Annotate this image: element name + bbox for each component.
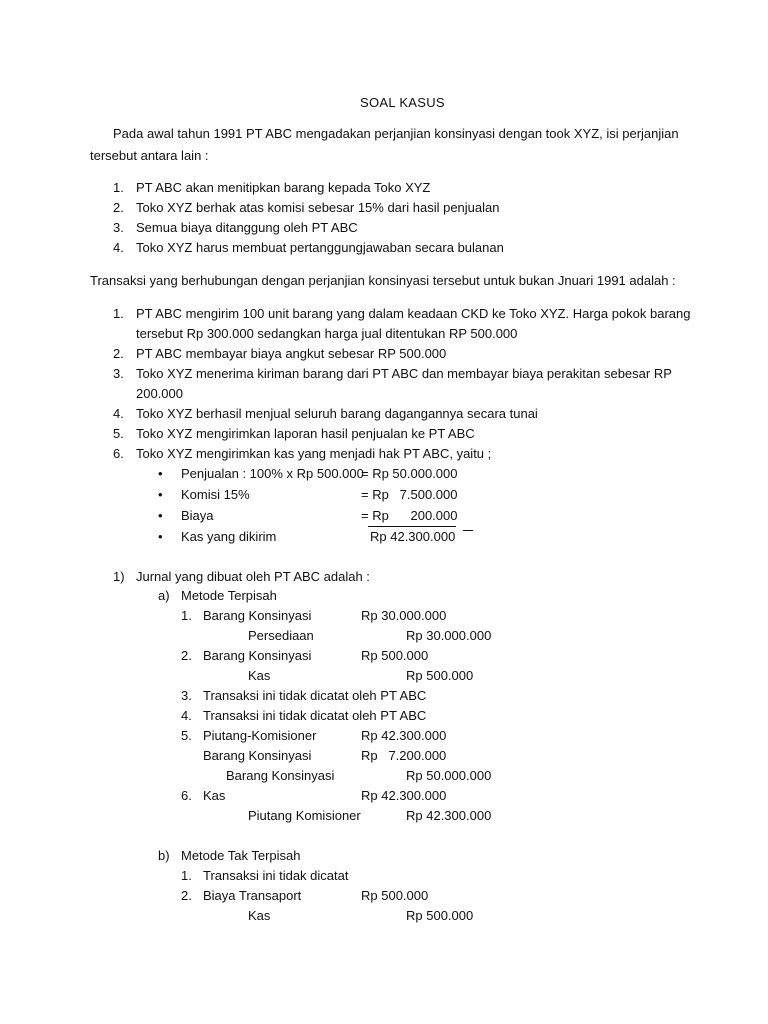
debit-amount: Rp 500.000 [361,888,429,903]
debit-amount: Rp 30.000.000 [361,608,447,623]
method-title: Metode Tak Terpisah [181,848,301,863]
transaction-item: PT ABC membayar biaya angkut sebesar RP 500.000 [136,346,447,361]
transaction-num: 5. [113,426,124,441]
debit-amount: Rp 42.300.000 [361,728,447,743]
debit-account: Barang Konsinyasi [203,648,312,663]
page-title: SOAL KASUS [360,95,445,110]
agreement-item: Toko XYZ harus membuat pertanggungjawaban secara bulanan [136,240,504,255]
journal-heading: Jurnal yang dibuat oleh PT ABC adalah : [136,569,370,584]
transaction-num: 6. [113,446,124,461]
sum-underline [368,526,456,527]
agreement-item: PT ABC akan menitipkan barang kepada Toko XYZ [136,180,431,195]
credit-account: Piutang Komisioner [248,808,361,823]
entry-num: 2. [181,888,192,903]
agreement-num: 3. [113,220,124,235]
entry-num: 4. [181,708,192,723]
agreement-item: Toko XYZ berhak atas komisi sebesar 15% dari hasil penjualan [136,200,500,215]
debit-account: Piutang-Komisioner [203,728,317,743]
transaction-item: Toko XYZ mengirimkan laporan hasil penjualan ke PT ABC [136,426,475,441]
credit-amount: Rp 30.000.000 [406,628,492,643]
bullet-icon: • [158,487,163,502]
entry-num: 2. [181,648,192,663]
credit-amount: Rp 50.000.000 [406,768,492,783]
cash-item-value: = Rp 7.500.000 [361,487,458,502]
entry-note: Transaksi ini tidak dicatat oleh PT ABC [203,708,427,723]
credit-account: Kas [248,668,271,683]
debit-amount: Rp 42.300.000 [361,788,447,803]
intro-line-1: Pada awal tahun 1991 PT ABC mengadakan perjanjian konsinyasi dengan took XYZ, isi perjanjian [113,126,679,141]
agreement-item: Semua biaya ditanggung oleh PT ABC [136,220,358,235]
intro-line-2: tersebut antara lain : [90,148,209,163]
cash-item-label: Penjualan : 100% x Rp 500.000 [181,466,364,481]
transaction-num: 1. [113,306,124,321]
debit-amount: Rp 7.200.000 [361,748,447,763]
debit-account: Barang Konsinyasi [203,608,312,623]
credit-amount: Rp 500.000 [406,668,474,683]
cash-item-label: Biaya [181,508,214,523]
agreement-num: 1. [113,180,124,195]
entry-num: 5. [181,728,192,743]
entry-num: 1. [181,608,192,623]
debit-account: Biaya Transaport [203,888,302,903]
cash-item-total: Rp 42.300.000 [370,529,456,544]
transaction-item: Toko XYZ mengirimkan kas yang menjadi hak PT ABC, yaitu ; [136,446,492,461]
bullet-icon: • [158,466,163,481]
transaction-item-cont: 200.000 [136,386,183,401]
method-title: Metode Terpisah [181,588,277,603]
debit-account: Kas [203,788,226,803]
method-letter: a) [158,588,170,603]
debit-account: Barang Konsinyasi [203,748,312,763]
transactions-intro: Transaksi yang berhubungan dengan perjanjian konsinyasi tersebut untuk bukan Jnuari 1991 adalah : [90,273,676,288]
transaction-item: Toko XYZ menerima kiriman barang dari PT ABC dan membayar biaya perakitan sebesar RP [136,366,672,381]
cash-item-label: Kas yang dikirim [181,529,277,544]
credit-amount: Rp 500.000 [406,908,474,923]
transaction-num: 2. [113,346,124,361]
transaction-item: PT ABC mengirim 100 unit barang yang dalam keadaan CKD ke Toko XYZ. Harga pokok barang [136,306,691,321]
entry-num: 1. [181,868,192,883]
cash-item-value: = Rp 200.000 [361,508,458,523]
transaction-item-cont: tersebut Rp 300.000 sedangkan harga jual ditentukan RP 500.000 [136,326,518,341]
entry-note: Transaksi ini tidak dicatat oleh PT ABC [203,688,427,703]
bullet-icon: • [158,508,163,523]
transaction-item: Toko XYZ berhasil menjual seluruh barang dagangannya secara tunai [136,406,538,421]
agreement-num: 4. [113,240,124,255]
credit-account: Barang Konsinyasi [226,768,335,783]
transaction-num: 4. [113,406,124,421]
cash-item-label: Komisi 15% [181,487,250,502]
credit-account: Kas [248,908,271,923]
method-letter: b) [158,848,170,863]
transaction-num: 3. [113,366,124,381]
credit-account: Persediaan [248,628,314,643]
entry-note: Transaksi ini tidak dicatat [203,868,349,883]
bullet-icon: • [158,529,163,544]
cash-item-value: = Rp 50.000.000 [361,466,458,481]
debit-amount: Rp 500.000 [361,648,429,663]
agreement-num: 2. [113,200,124,215]
journal-num: 1) [113,569,125,584]
minus-mark [463,530,473,531]
entry-num: 3. [181,688,192,703]
entry-num: 6. [181,788,192,803]
credit-amount: Rp 42.300.000 [406,808,492,823]
